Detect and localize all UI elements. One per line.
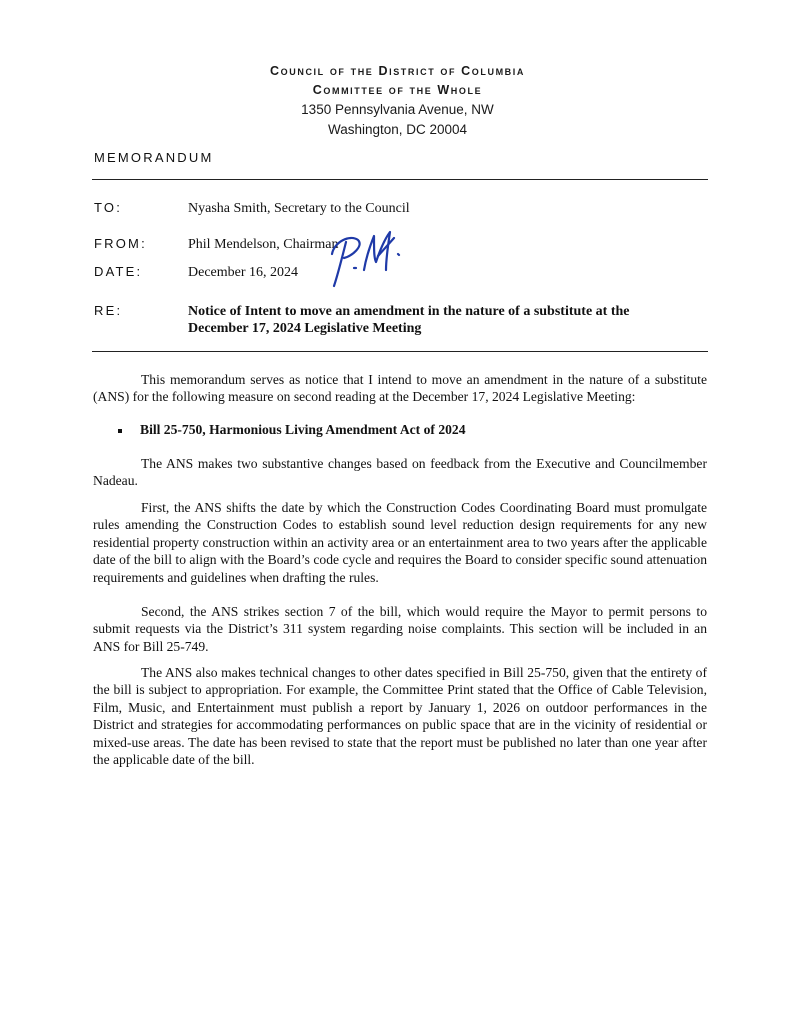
handwritten-signature xyxy=(328,228,408,290)
bullet-square-icon xyxy=(118,429,122,433)
re-label: RE: xyxy=(94,303,123,318)
to-label: TO: xyxy=(94,200,123,215)
letterhead-committee: Committee of the Whole xyxy=(312,83,483,97)
letterhead-council: Council of the District of Columbia xyxy=(270,64,525,78)
first-change-paragraph: First, the ANS shifts the date by which the Construction Codes Coordinating Board must promulgate rules amending the Construction Codes to establish sound level reduction design requirements for any new residential property construction within an activity area or an entertainment area to two years after the applicable date of the bill to align with the Board’s code cycle and requires the Board to consider specific sound attenuation requirements and guidelines when drafting the rules. xyxy=(93,500,707,585)
letterhead-street: 1350 Pennsylvania Avenue, NW xyxy=(301,102,494,117)
to-value: Nyasha Smith, Secretary to the Council xyxy=(188,201,410,216)
letterhead xyxy=(0,62,795,140)
intro-paragraph: This memorandum serves as notice that I intend to move an amendment in the nature of a substitute (ANS) for the following measure on second reading at the December 17, 2024 Legislative Meeting: xyxy=(93,372,707,405)
date-label: DATE: xyxy=(94,264,143,279)
changes-summary-paragraph: The ANS makes two substantive changes based on feedback from the Executive and Councilmember Nadeau. xyxy=(93,456,707,489)
from-value: Phil Mendelson, Chairman xyxy=(188,237,339,252)
second-change-paragraph: Second, the ANS strikes section 7 of the bill, which would require the Mayor to permit persons to submit requests via the District’s 311 system regarding noise complaints. This section will be included in an ANS for Bill 25-749. xyxy=(93,604,707,654)
letterhead-city: Washington, DC 20004 xyxy=(327,122,468,137)
memorandum-label: MEMORANDUM xyxy=(94,150,214,165)
date-value: December 16, 2024 xyxy=(188,265,299,280)
header-top-divider xyxy=(92,179,708,180)
header-bottom-divider xyxy=(92,351,708,352)
from-label: FROM: xyxy=(94,236,147,251)
bill-title: Bill 25-750, Harmonious Living Amendment Act of 2024 xyxy=(140,422,466,437)
technical-changes-paragraph: The ANS also makes technical changes to other dates specified in Bill 25-750, given that the entirety of the bill is subject to appropriation. For example, the Committee Print stated that the Office of Cable Television, Film, Music, and Entertainment must publish a report by January 1, 2026 on outdoor performances in the District and strategies for accommodating performances on public space that are in the vicinity of residential or mixed-use areas. The date has been revised to state that the report must be published no later than one year after the applicable date of the bill. xyxy=(93,665,707,768)
re-value: Notice of Intent to move an amendment in the nature of a substitute at the December 17, 2024 Legislative Meeting xyxy=(188,304,630,336)
